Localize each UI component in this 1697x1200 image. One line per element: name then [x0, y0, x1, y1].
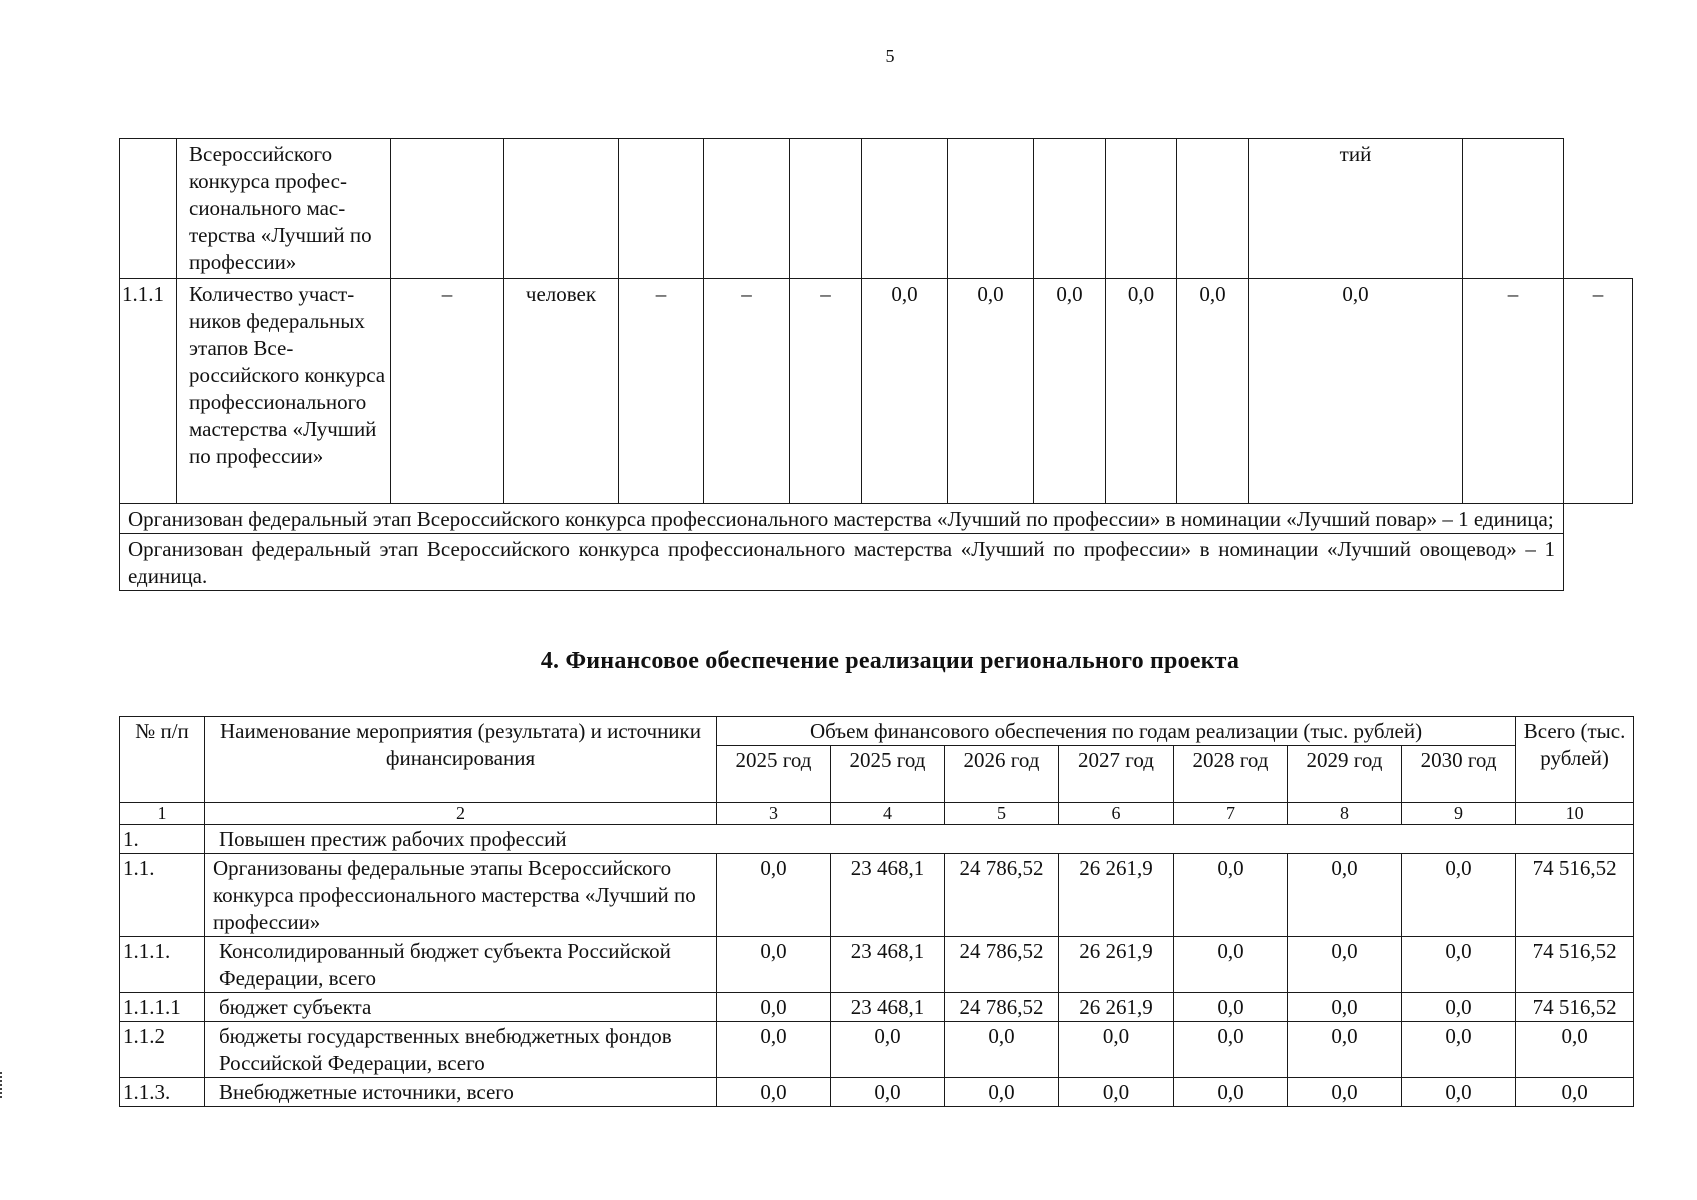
table-row [120, 993, 1634, 1022]
column-number: 9 [1402, 803, 1516, 825]
table-row [120, 1078, 1634, 1107]
unit-cell: человек [504, 279, 619, 504]
row-name: бюджеты государственных внебюджетных фондов Российской Федерации, всего [205, 1022, 717, 1078]
value-cell: 24 786,52 [945, 937, 1059, 993]
header-year: 2028 год [1174, 746, 1288, 803]
table-cell: – [1564, 279, 1633, 504]
page-number: 5 [885, 46, 895, 66]
value-cell: 0,0 [1402, 854, 1516, 937]
value-cell: 26 261,9 [1059, 937, 1174, 993]
note-row [120, 534, 1633, 591]
indicators-table [119, 138, 1633, 591]
row-number: 1. [120, 825, 205, 854]
column-number: 4 [831, 803, 945, 825]
financing-table [119, 716, 1634, 1107]
header-number: № п/п [120, 717, 205, 803]
header-year: 2025 год [717, 746, 831, 803]
value-cell: 0,0 [1059, 1078, 1174, 1107]
header-total: Всего (тыс. рублей) [1516, 717, 1634, 803]
column-number: 5 [945, 803, 1059, 825]
row-name: Внебюджетные источники, всего [205, 1078, 717, 1107]
total-cell: 74 516,52 [1516, 854, 1634, 937]
value-cell: 0,0 [1034, 279, 1106, 504]
value-cell: 23 468,1 [831, 937, 945, 993]
table-cell: – [704, 279, 790, 504]
table-cell: – [391, 279, 504, 504]
value-cell: 0,0 [862, 279, 948, 504]
table-header-row [120, 717, 1634, 746]
value-cell: 0,0 [1249, 279, 1463, 504]
table-cell: – [1463, 279, 1564, 504]
row-number: 1.1.3. [120, 1078, 205, 1107]
column-number: 10 [1516, 803, 1634, 825]
value-cell: 0,0 [1288, 937, 1402, 993]
value-cell: 0,0 [717, 1022, 831, 1078]
header-year: 2026 год [945, 746, 1059, 803]
value-cell: 0,0 [1177, 279, 1249, 504]
header-year: 2029 год [1288, 746, 1402, 803]
total-cell: 74 516,52 [1516, 993, 1634, 1022]
indicator-name: Количество участников федеральных этапов Всероссийского конкурса профессионального мастерства «Лучший по профессии» [177, 279, 391, 504]
table-cell: тий [1249, 139, 1463, 279]
result-note: Организован федеральный этап Всероссийского конкурса профессионального мастерства «Лучший по профессии» в номинации «Лучший повар» – 1 единица; [120, 504, 1564, 534]
value-cell: 0,0 [1402, 1022, 1516, 1078]
value-cell: 24 786,52 [945, 993, 1059, 1022]
row-number: 1.1.1 [120, 279, 177, 504]
row-number: 1.1.2 [120, 1022, 205, 1078]
column-number: 7 [1174, 803, 1288, 825]
table-row [120, 1022, 1634, 1078]
result-note: Организован федеральный этап Всероссийского конкурса профессионального мастерства «Лучший по профессии» в номинации «Лучший овощевод» – 1 единица. [120, 534, 1564, 591]
value-cell: 0,0 [1059, 1022, 1174, 1078]
row-number: 1.1.1.1 [120, 993, 205, 1022]
header-year: 2030 год [1402, 746, 1516, 803]
value-cell: 0,0 [717, 854, 831, 937]
value-cell: 0,0 [1288, 854, 1402, 937]
value-cell: 0,0 [1174, 1078, 1288, 1107]
indicator-name: Всероссийского конкурса профессионального мастерства «Лучший по профессии» [177, 139, 391, 279]
value-cell: 0,0 [1174, 1022, 1288, 1078]
column-number: 2 [205, 803, 717, 825]
column-number: 3 [717, 803, 831, 825]
column-number: 8 [1288, 803, 1402, 825]
row-number: 1.1. [120, 854, 205, 937]
value-cell: 0,0 [1288, 1022, 1402, 1078]
header-year: 2025 год [831, 746, 945, 803]
value-cell: 0,0 [1174, 854, 1288, 937]
value-cell: 0,0 [1288, 993, 1402, 1022]
value-cell: 0,0 [1174, 993, 1288, 1022]
table-cell: – [619, 279, 704, 504]
row-name: бюджет субъекта [205, 993, 717, 1022]
value-cell: 0,0 [831, 1078, 945, 1107]
header-year: 2027 год [1059, 746, 1174, 803]
value-cell: 24 786,52 [945, 854, 1059, 937]
section-row [120, 825, 1634, 854]
total-cell: 0,0 [1516, 1022, 1634, 1078]
value-cell: 0,0 [1402, 1078, 1516, 1107]
section-title: 4. Финансовое обеспечение реализации регионального проекта [540, 648, 1240, 674]
total-cell: 0,0 [1516, 1078, 1634, 1107]
value-cell: 0,0 [1402, 937, 1516, 993]
value-cell: 0,0 [717, 993, 831, 1022]
value-cell: 26 261,9 [1059, 993, 1174, 1022]
header-name: Наименование мероприятия (результата) и источники финансирования [205, 717, 717, 803]
total-cell: 74 516,52 [1516, 937, 1634, 993]
value-cell: 0,0 [948, 279, 1034, 504]
value-cell: 0,0 [1106, 279, 1177, 504]
table-cell: – [790, 279, 862, 504]
value-cell: 0,0 [1288, 1078, 1402, 1107]
row-name: Консолидированный бюджет субъекта Российской Федерации, всего [205, 937, 717, 993]
header-volume: Объем финансового обеспечения по годам реализации (тыс. рублей) [717, 717, 1516, 746]
column-number-row [120, 803, 1634, 825]
scan-margin-mark [0, 1072, 6, 1098]
value-cell: 0,0 [717, 1078, 831, 1107]
row-number: 1.1.1. [120, 937, 205, 993]
value-cell: 0,0 [1402, 993, 1516, 1022]
note-row [120, 504, 1633, 534]
value-cell: 0,0 [945, 1022, 1059, 1078]
value-cell: 0,0 [717, 937, 831, 993]
value-cell: 0,0 [831, 1022, 945, 1078]
table-row [120, 139, 1633, 279]
table-row [120, 279, 1633, 504]
column-number: 1 [120, 803, 205, 825]
table-row [120, 854, 1634, 937]
value-cell: 26 261,9 [1059, 854, 1174, 937]
column-number: 6 [1059, 803, 1174, 825]
table-row [120, 937, 1634, 993]
value-cell: 23 468,1 [831, 854, 945, 937]
row-name: Организованы федеральные этапы Всероссийского конкурса профессионального мастерства «Лучший по профессии» [205, 854, 717, 937]
value-cell: 0,0 [1174, 937, 1288, 993]
value-cell: 0,0 [945, 1078, 1059, 1107]
value-cell: 23 468,1 [831, 993, 945, 1022]
section-name: Повышен престиж рабочих профессий [205, 825, 1634, 854]
